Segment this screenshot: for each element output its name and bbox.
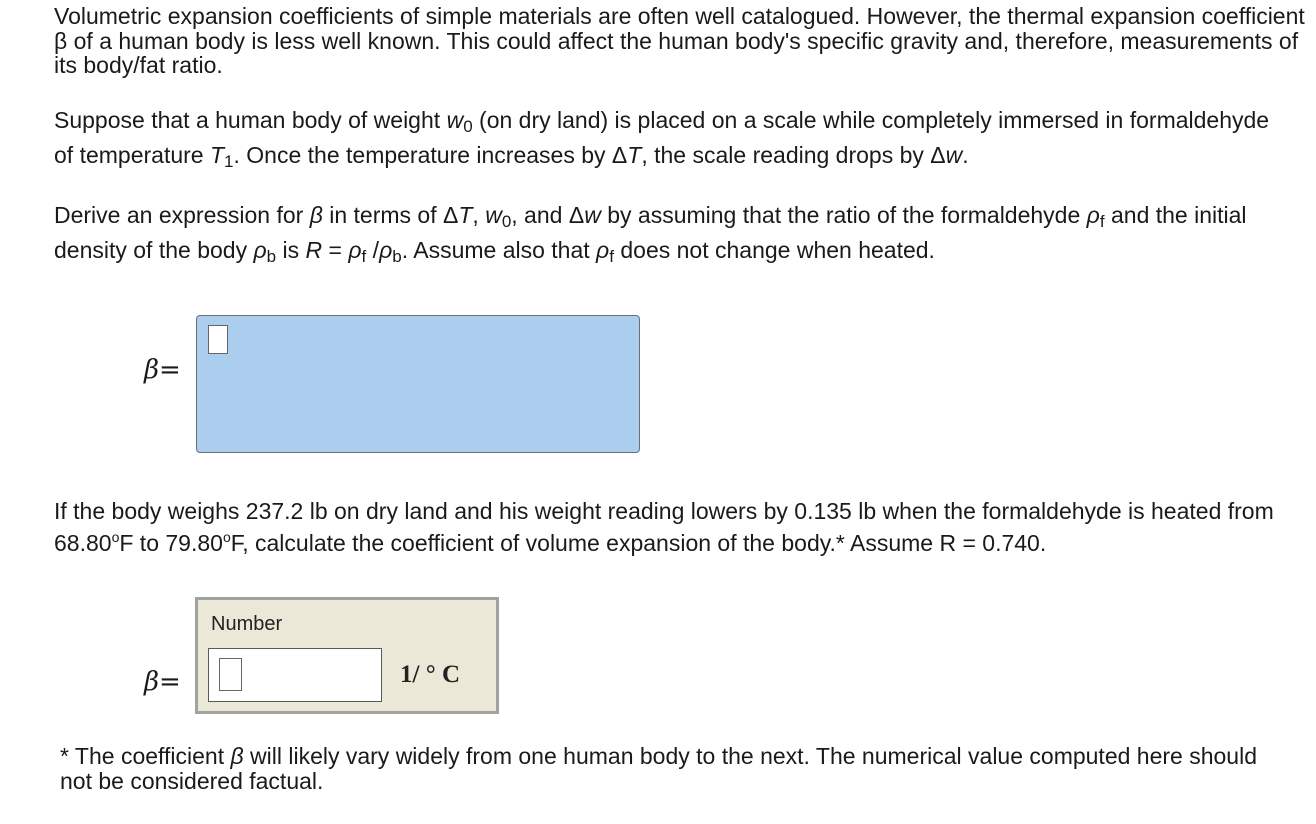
derive-paragraph: Derive an expression for β in terms of ΔT, $w_0$, and Δw by assuming that the ratio of the formaldehyde $\rho_f$ and the initial density of the body $\rho_b$ is $R = \rho_f$ $/\rho_b$. Assume also that $\rho_f$ does not change when heated. xyxy=(54,202,1247,266)
number-input[interactable] xyxy=(208,648,382,702)
expression-beta-label: β= xyxy=(144,355,181,385)
intro-paragraph: Volumetric expansion coefficients of simple materials are often well catalogued. However, the thermal expansion coefficient β of a human body is less well known. This could affect the human body's specific gravity and, therefore, measurements of its body/fat ratio. xyxy=(54,3,1305,78)
number-input-slot[interactable] xyxy=(219,658,242,691)
setup-paragraph: Suppose that a human body of weight $w_0$ (on dry land) is placed on a scale while completely immersed in formaldehyde of temperature $T_1$. Once the temperature increases by ΔT, the scale reading drops by Δw. xyxy=(54,107,1270,171)
number-label: Number xyxy=(211,613,283,635)
footnote: * The coefficient β will likely vary widely from one human body to the next. The numerical value computed here should not be considered factual. xyxy=(60,743,1257,794)
unit-label: 1/ ° C xyxy=(400,661,460,688)
expression-answer-box[interactable] xyxy=(196,315,640,453)
expression-input-slot[interactable] xyxy=(208,325,228,354)
numeric-answer-panel xyxy=(195,597,499,714)
numeric-question-paragraph: If the body weighs 237.2 lb on dry land and his weight reading lowers by 0.135 lb when the formaldehyde is heated from 68.80$^o$F to 79.80$^o$F, calculate the coefficient of volume expansion of the body.* Assume R = 0.740. xyxy=(54,498,1274,556)
numeric-beta-label: β= xyxy=(144,667,181,697)
